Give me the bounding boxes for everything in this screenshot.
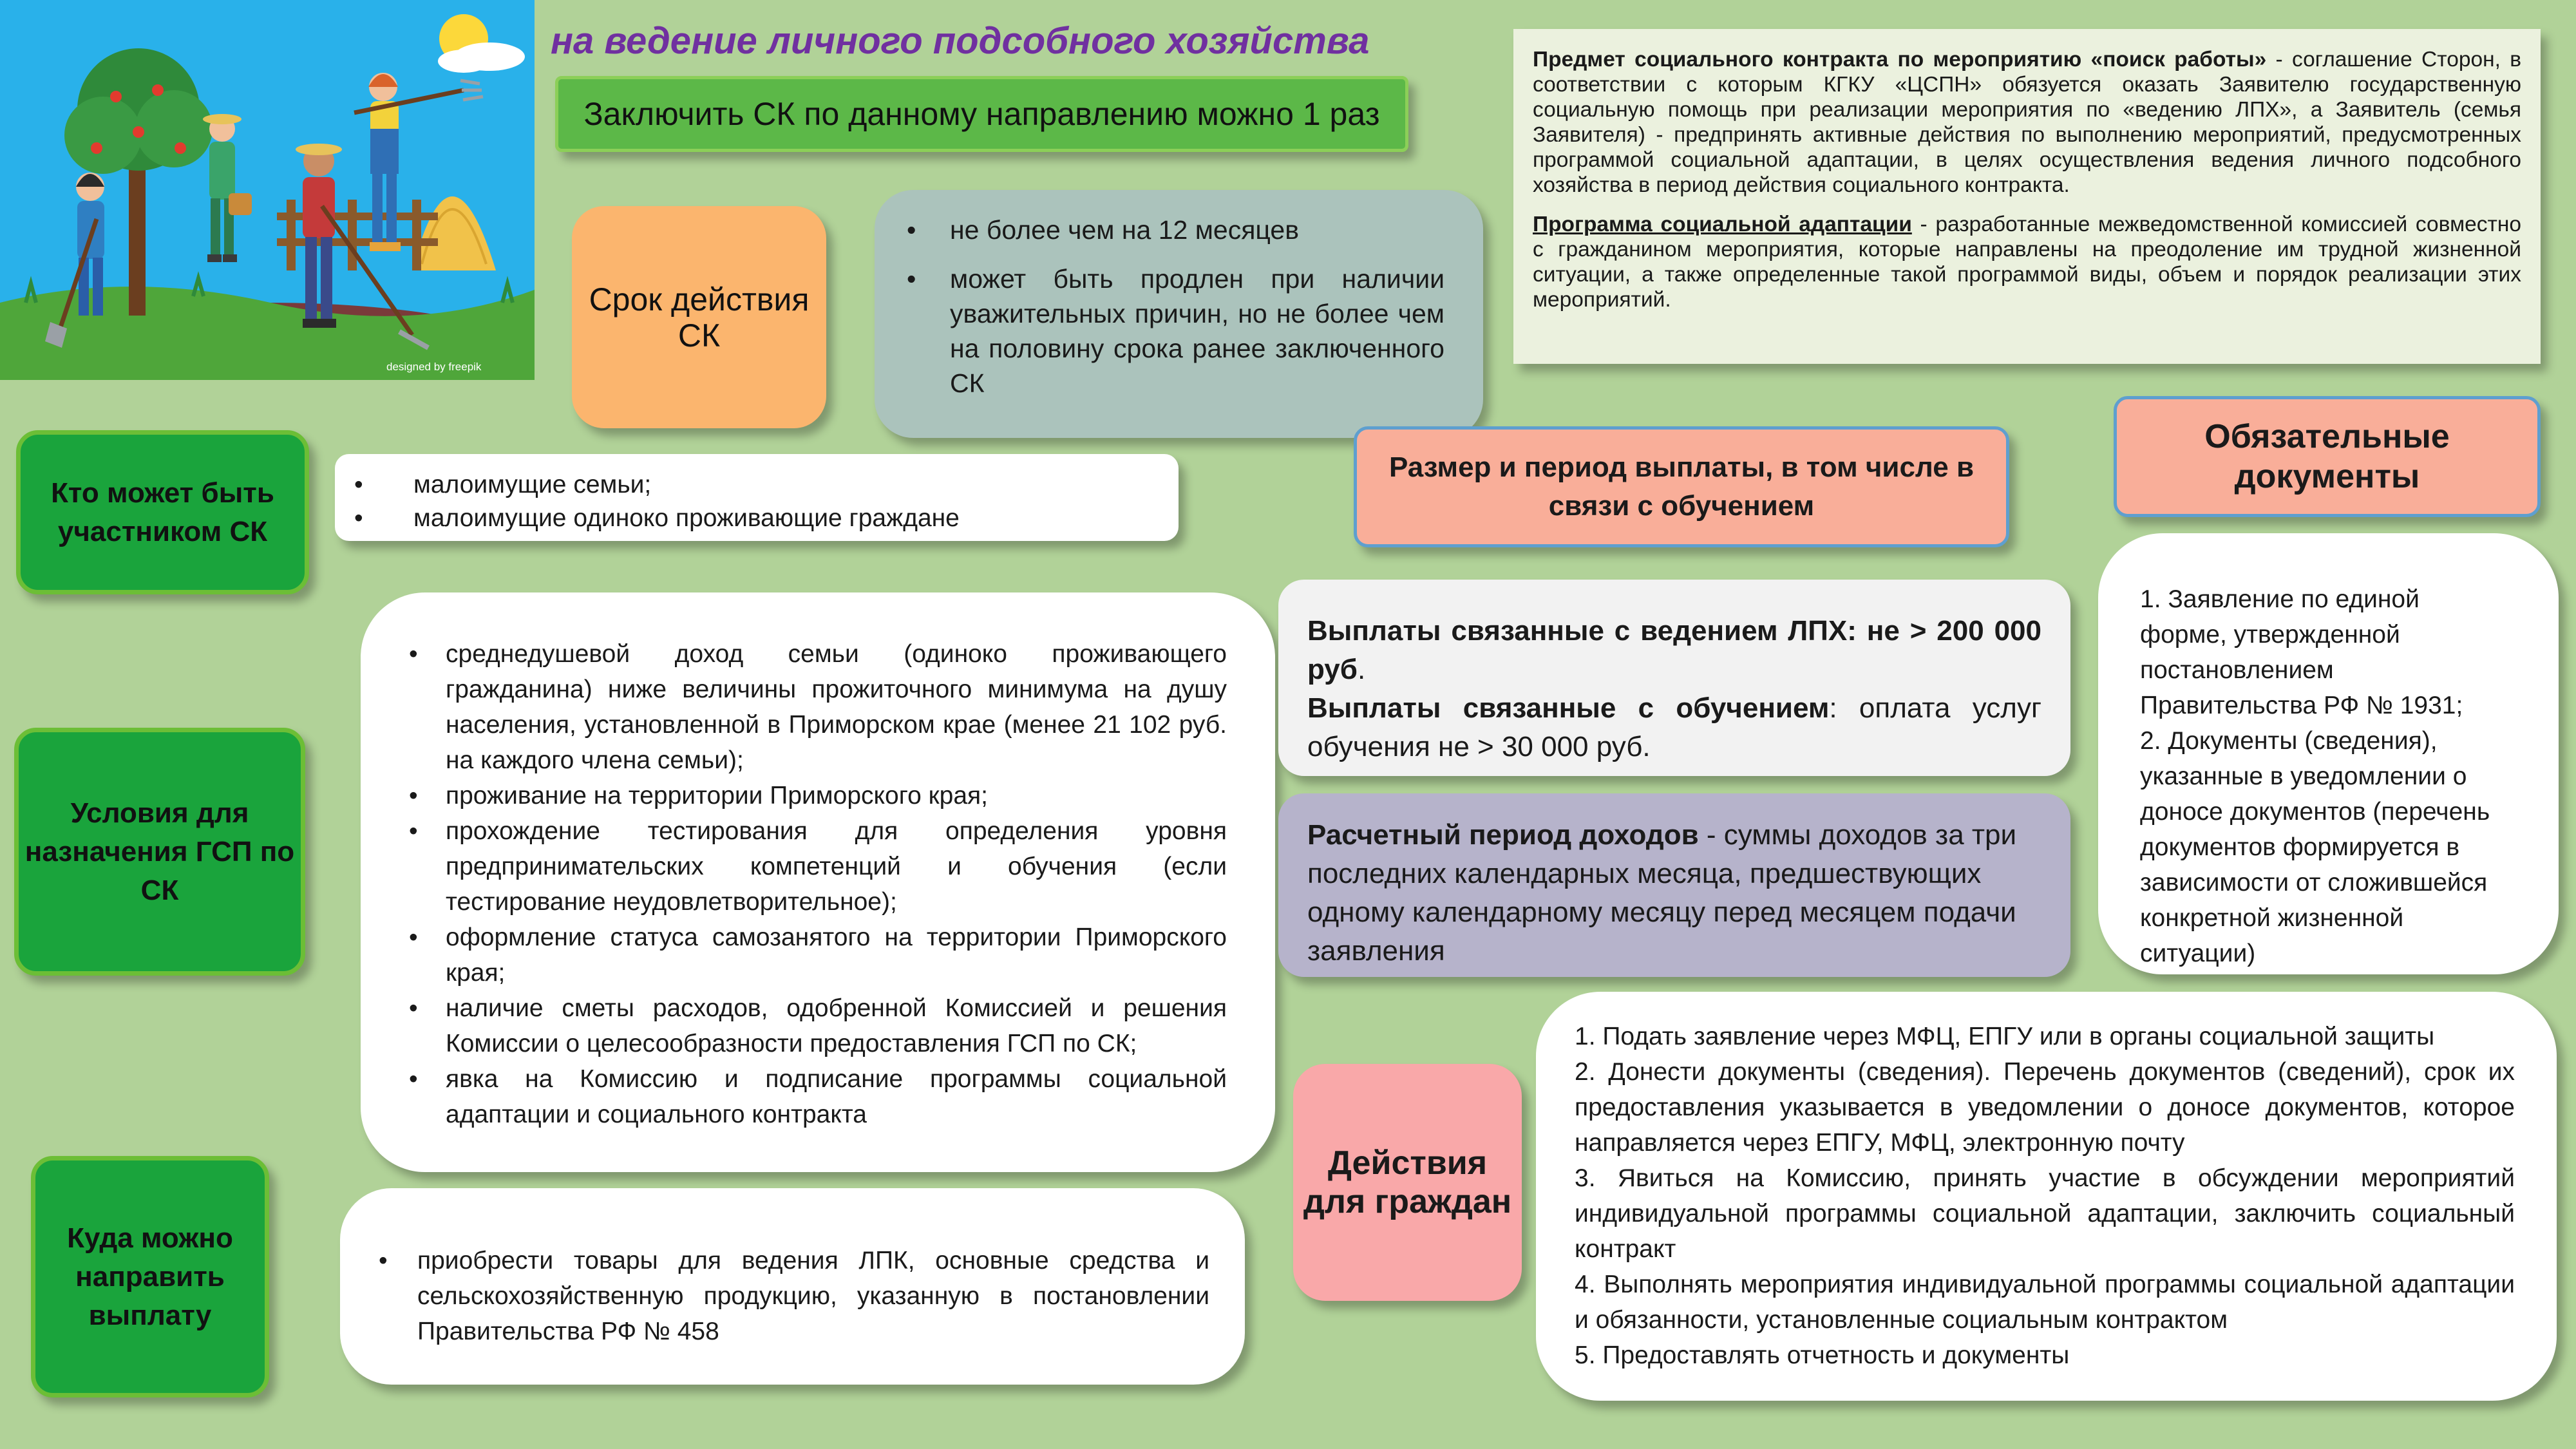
definition-term: Программа социальной адаптации [1533, 213, 1912, 236]
list-item: 2. Документы (сведения), указанные в уведомлении о доносе документов (перечень документов формируется в зависимости от сложившейся конкретной жизненной ситуации) [2140, 727, 2490, 967]
list-item: • оформление статуса самозанятого на территории Приморского края; [406, 920, 1227, 990]
documents-label: Обязательные документы [2114, 396, 2541, 517]
payment-details [1278, 580, 2070, 776]
list-item: 1. Заявление по единой форме, утвержденной постановлением Правительства РФ № 1931; [2140, 585, 2463, 719]
definition-term: Предмет социального контракта по мероприятию «поиск работы» [1533, 48, 2267, 71]
payment-lph-amount: Выплаты связанные с ведением ЛПХ: не > 200 000 руб [1307, 615, 2041, 685]
list-item: • явка на Комиссию и подписание программы социальной адаптации и социального контракта [406, 1061, 1227, 1132]
list-item: • приобрести товары для ведения ЛПК, основные средства и сельскохозяйственную продукцию, указанную в постановлении Правительства РФ № 458 [375, 1243, 1209, 1349]
list-item: • малоимущие семьи; [354, 468, 1159, 502]
actions-label: Действия для граждан [1293, 1064, 1522, 1301]
payment-training-term: Выплаты связанные с обучением [1307, 692, 1830, 724]
income-period-term: Расчетный период доходов [1307, 819, 1699, 851]
definition-contract-subject [1533, 47, 2521, 198]
destination-label: Куда можно направить выплату [31, 1156, 269, 1397]
farming-scene-image [0, 0, 535, 380]
actions-list [1536, 992, 2557, 1401]
farmers-illustration [0, 0, 535, 380]
list-item: 3. Явиться на Комиссию, принять участие в обсуждении мероприятий индивидуальной программы социальной адаптации, заключить социальный контракт [1575, 1164, 2515, 1263]
list-item: 1. Подать заявление через МФЦ, ЕПГУ или в органы социальной защиты [1575, 1023, 2435, 1050]
list-item: • среднедушевой доход семьи (одиноко проживающего гражданина) ниже величины прожиточного минимума на душу населения, установленной в Приморском крае (менее 21 102 руб. на каждого члена семьи); [406, 636, 1227, 778]
list-item: • может быть продлен при наличии уважительных причин, но не более чем на половину срока ранее заключенного СК [904, 261, 1444, 401]
income-period-text: - суммы доходов за три последних календарных месяца, предшествующих одному календарному месяцу перед месяцем подачи заявления [1307, 819, 2017, 967]
payment-training-amount: : оплата услуг обучения не > 30 000 руб. [1307, 692, 2042, 762]
definition-text: - соглашение Сторон, в соответствии с которым КГКУ «ЦСПН» обязуется оказать Заявителю государственную социальную помощь при реализации мероприятия по «ведению ЛПХ», а Заявитель (семья Заявителя) - предпринять активные действия по выполнению мероприятий, предусмотренных программой социальной адаптации, в целях осуществления ведения личного подсобного хозяйства в период действия социального контракта. [1533, 48, 2522, 197]
list-item: • не более чем на 12 месяцев [904, 213, 1444, 247]
list-item: • прохождение тестирования для определения уровня предпринимательских компетенций и обучения (если тестирование неудовлетворительное); [406, 813, 1227, 920]
income-period-box [1278, 793, 2070, 977]
list-item: • наличие сметы расходов, одобренной Комиссией и решения Комиссии о целесообразности предоставления ГСП по СК; [406, 990, 1227, 1061]
conditions-label: Условия для назначения ГСП по СК [14, 728, 305, 976]
participants-list [335, 454, 1179, 541]
definition-text: - разработанные межведомственной комиссией совместно с гражданином мероприятия, которые направлены на преодоление им трудной жизненной ситуации, а также определенные такой программой виды, объем и порядок реализации этих мероприятий. [1533, 213, 2521, 312]
image-credit: designed by freepik [386, 361, 482, 373]
page-title: на ведение личного подсобного хозяйства [551, 20, 1370, 62]
term-details [875, 190, 1483, 438]
destination-list [340, 1188, 1245, 1385]
list-item: 5. Предоставлять отчетность и документы [1575, 1341, 2070, 1369]
participants-label: Кто может быть участником СК [16, 430, 309, 594]
conditions-list [361, 592, 1275, 1172]
definition-adaptation-program [1533, 212, 2521, 312]
list-item: • проживание на территории Приморского края; [406, 778, 1227, 813]
contract-limit-banner: Заключить СК по данному направлению можно 1 раз [555, 76, 1408, 152]
documents-list [2098, 533, 2559, 974]
term-label: Срок действия СК [572, 206, 826, 428]
payment-training-line [1307, 689, 2041, 766]
list-item: 4. Выполнять мероприятия индивидуальной программы социальной адаптации и обязанности, установленные социальным контрактом [1575, 1271, 2515, 1334]
payment-label: Размер и период выплаты, в том числе в связи с обучением [1354, 426, 2009, 547]
definitions-panel [1513, 29, 2541, 364]
payment-lph-end: . [1357, 654, 1366, 685]
list-item: 2. Донести документы (сведения). Перечень документов (сведений), срок их предоставления указывается в уведомлении о доносе документов, которое направляется через ЕПГУ, МФЦ, электронную почту [1575, 1058, 2515, 1157]
list-item: • малоимущие одиноко проживающие граждане [354, 502, 1159, 535]
payment-lph-line [1307, 612, 2041, 689]
